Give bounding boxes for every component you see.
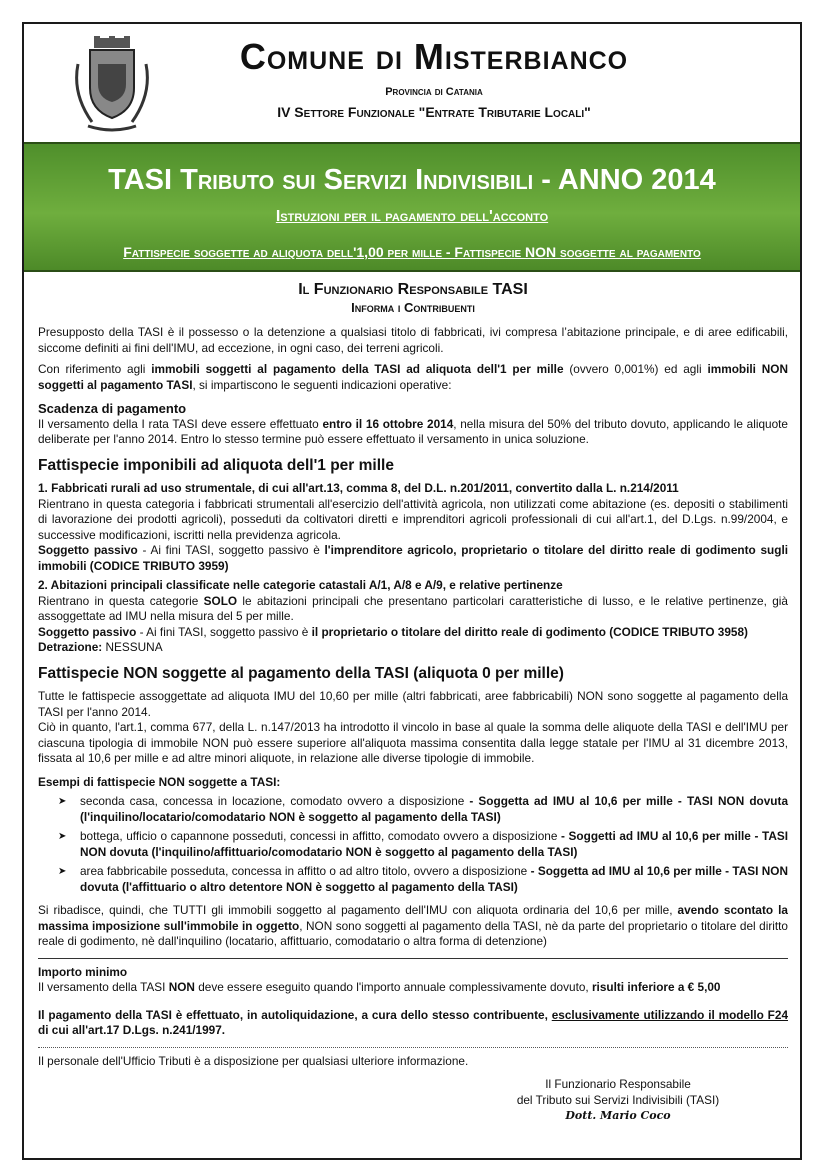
signature-role: Il Funzionario Responsabile <box>545 1077 691 1091</box>
arrow-bullet-icon: ➤ <box>58 796 67 807</box>
signature-role-detail: del Tributo sui Servizi Indivisibili (TASI) <box>516 1092 720 1107</box>
scadenza-text: Il versamento della I rata TASI deve essere effettuato entro il 16 ottobre 2014, nella misura del 50% del tributo dovuto, applicando le aliquote deliberate per l'anno 2014. Entro lo stesso termine può essere effettuato il versamento in unica soluzione. <box>38 416 788 446</box>
divider-dotted <box>38 1047 788 1048</box>
item1-title: 1. Fabbricati rurali ad uso strumentale, di cui all'art.13, comma 8, del D.L. n.201/2011, convertito dalla L. n.214/2011 <box>38 481 679 495</box>
intro-paragraph-2: Con riferimento agli immobili soggetti al pagamento della TASI ad aliquota dell'1 per mille (ovvero 0,001%) ed agli immobili NON soggetti al pagamento TASI, si impartiscono le seguenti indicazioni operative: <box>38 362 789 392</box>
signature-block <box>488 1077 748 1124</box>
page-title: Comune di Misterbianco <box>239 36 629 77</box>
imponibili-heading: Fattispecie imponibili ad aliquota dell'1 per mille <box>38 456 394 474</box>
list-item: ➤ seconda casa, concessa in locazione, comodato ovvero a disposizione - Soggetta ad IMU al 10,6 per mille - TASI NON dovuta (l'inquilino/locatario/comodatario NON è soggetto al pagamento della TASI) <box>58 794 788 824</box>
examples-list <box>38 794 788 895</box>
document-body <box>38 282 788 1124</box>
banner-subtitle: Istruzioni per il pagamento dell'acconto <box>275 208 549 225</box>
scadenza-heading: Scadenza di pagamento <box>38 401 187 416</box>
list-item: ➤ bottega, ufficio o capannone posseduti, concessi in affitto, comodato ovvero a disposizione - Soggetti ad IMU al 10,6 per mille - TASI NON dovuta (l'inquilino/affittuario/comodatario NON è soggetto al pagamento della TASI) <box>58 829 788 859</box>
arrow-bullet-icon: ➤ <box>58 831 67 842</box>
document-header <box>24 24 800 142</box>
non-soggette-heading: Fattispecie NON soggette al pagamento della TASI (aliquota 0 per mille) <box>38 664 564 682</box>
item2-text: Rientrano in questa categorie SOLO le abitazioni principali che presentano particolari caratteristiche di lusso, e le relative pertinenze, già assoggettate ad IMU nella misura del 5 per mille. <box>38 593 788 623</box>
examples-heading: Esempi di fattispecie NON soggette a TASI: <box>38 774 281 789</box>
importo-heading: Importo minimo <box>38 964 128 979</box>
arrow-bullet-icon: ➤ <box>58 866 67 877</box>
section-subheading: Informa i Contribuenti <box>351 299 475 315</box>
document-frame <box>22 22 802 1160</box>
item2-title: 2. Abitazioni principali classificate nelle categorie catastali A/1, A/8 e A/9, e relative pertinenze <box>38 578 563 592</box>
item2-soggetto: Soggetto passivo - Ai fini TASI, soggetto passivo è il proprietario o titolare del diritto reale di godimento (CODICE TRIBUTO 3958) <box>38 624 748 639</box>
importo-text: Il versamento della TASI NON deve essere eseguito quando l'importo annuale complessivamente dovuto, risulti inferiore a € 5,00 <box>38 980 721 994</box>
item2-detrazione: Detrazione: NESSUNA <box>38 640 163 654</box>
signature: Dott. Mario Coco <box>565 1109 671 1122</box>
non-soggette-p2: Ciò in quanto, l'art.1, comma 677, della L. n.147/2013 ha introdotto il vincolo in base al quale la somma delle aliquote della TASI e dell'IMU per ciascuna tipologia di immobile NON può essere superiore all'aliquota massima consentita dalla legge statale per l'IMU al 31 dicembre 2013, fissata al 10,6 per mille e ad altre minori aliquote, in relazione alle diverse tipologie di immobile. <box>38 720 788 765</box>
section-heading: Il Funzionario Responsabile TASI <box>298 281 528 298</box>
pagamento-text: Il pagamento della TASI è effettuato, in autoliquidazione, a cura dello stesso contribuente, esclusivamente utilizzando il modello F24 di cui all'art.17 D.Lgs. n.241/1997. <box>38 1007 789 1037</box>
divider <box>38 958 788 959</box>
non-soggette-p1: Tutte le fattispecie assoggettate ad aliquota IMU del 10,60 per mille (altri fabbricati, aree fabbricabili) NON sono soggette al pagamento della TASI per l'anno 2014. <box>38 689 788 719</box>
item1-text: Rientrano in questa categoria i fabbricati strumentali all'esercizio dell'attività agricola, non utilizzati come abitazione (es. depositi o stabilimenti di lavorazione dei prodotti agricoli), posseduti da coltivatori diretti e imprenditori agricoli professionali di cui all'art.1, del D.Lgs. n.99/2004, e successive modificazioni, iscritti nella previdenza agricola. <box>38 496 788 542</box>
title-banner <box>24 142 800 272</box>
footer-info: Il personale dell'Ufficio Tributi è a disposizione per qualsiasi ulteriore informazione. <box>38 1053 469 1068</box>
sector-label: IV Settore Funzionale "Entrate Tributarie Locali" <box>277 104 591 120</box>
non-soggette-p3: Si ribadisce, quindi, che TUTTI gli immobili soggetto al pagamento dell'IMU con aliquota ordinaria del 10,6 per mille, avendo scontato la massima imposizione sull'immobile in oggetto, NON sono soggetti al pagamento della TASI, nè da parte del proprietario o titolare del diritto reale di godimento, nè dall'inquilino (locatario, affittuario, comodatario o altra forma di detenzione) <box>38 903 788 948</box>
banner-title: TASI Tributo sui Servizi Indivisibili - ANNO 2014 <box>108 164 716 196</box>
intro-paragraph: Presupposto della TASI è il possesso o la detenzione a qualsiasi titolo di fabbricati, ivi compresa l’abitazione principale, e di aree edificabili, siccome definiti ai fini dell'IMU, ad eccezione, in ogni caso, dei terreni agricoli. <box>38 325 788 355</box>
list-item: ➤ area fabbricabile posseduta, concessa in affitto o ad altro titolo, ovvero a disposizione - Soggetta ad IMU al 10,6 per mille - TASI NON dovuta (l'affittuario o altro detentore NON è soggetto al pagamento della TASI) <box>58 864 788 894</box>
item1-soggetto: Soggetto passivo - Ai fini TASI, soggetto passivo è l'imprenditore agricolo, proprietario o titolare del diritto reale di godimento sugli immobili (CODICE TRIBUTO 3959) <box>38 543 789 573</box>
banner-note: Fattispecie soggette ad aliquota dell'1,00 per mille - Fattispecie NON soggette al pagamento <box>123 244 701 260</box>
municipal-crest-icon <box>68 34 156 134</box>
province-label: Provincia di Catania <box>385 86 483 98</box>
